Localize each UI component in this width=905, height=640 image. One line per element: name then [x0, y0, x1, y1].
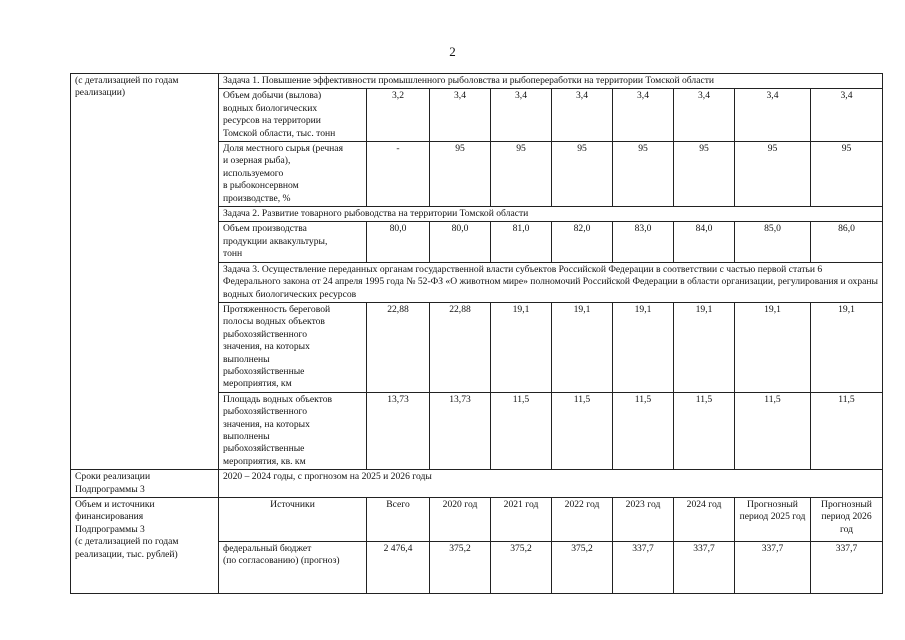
indicator-value: 11,5	[552, 392, 613, 469]
indicator-value: 19,1	[735, 302, 811, 392]
indicator-value: 95	[735, 142, 811, 207]
finance-header: 2021 год	[491, 498, 552, 542]
indicator-value: 11,5	[811, 392, 883, 469]
finance-header-row	[71, 498, 883, 542]
indicator-value: 82,0	[552, 222, 613, 262]
finance-label-line: реализации, тыс. рублей)	[75, 548, 178, 560]
indicator-value: 3,4	[552, 89, 613, 142]
indicator-value: 13,73	[430, 392, 491, 469]
indicator-value: 95	[552, 142, 613, 207]
indicator-name-line: водных биологических	[223, 102, 318, 114]
finance-header: Прогнозный период 2026 год	[811, 498, 883, 542]
indicator-name-line: Объем добычи (вылова)	[223, 90, 322, 102]
finance-label-line: (с детализацией по годам	[75, 536, 179, 548]
finance-header: Прогнозный период 2025 год	[735, 498, 811, 542]
finance-header: 2023 год	[613, 498, 674, 542]
finance-source-line: федеральный бюджет	[223, 543, 312, 554]
indicator-name-line: рыбохозяйственного	[223, 328, 307, 340]
indicator-value: 95	[674, 142, 735, 207]
indicator-name-line: Доля местного сырья (речная	[223, 143, 343, 155]
indicator-value: 11,5	[613, 392, 674, 469]
finance-source-line: (по согласованию) (прогноз)	[223, 555, 340, 567]
task-title: Задача 3. Осуществление переданных органам государственной власти субъектов Российской Федерации в соответствии с частью первой статьи 6 Федерального закона от 24 апреля 1995 года № 52-ФЗ «О животном мире» полномочий Российской Федерации в области организации, регулирования и охраны водных биологических ресурсов	[219, 262, 883, 302]
finance-header: Источники	[219, 498, 367, 542]
indicator-name-line: рыбохозяйственного	[223, 406, 307, 418]
indicator-value: 13,73	[367, 392, 430, 469]
finance-label-line: Объем и источники	[75, 499, 155, 510]
finance-source	[219, 542, 367, 594]
indicator-name-line: выполнены	[223, 430, 270, 442]
indicator-name-line: выполнены	[223, 353, 270, 365]
indicator-name-line: мероприятия, кв. км	[223, 455, 306, 467]
indicator-value: 19,1	[674, 302, 735, 392]
indicator-value: 85,0	[735, 222, 811, 262]
indicator-value: 80,0	[367, 222, 430, 262]
finance-value: 375,2	[430, 542, 491, 594]
task-title: Задача 1. Повышение эффективности промышленного рыболовства и рыбопереработки на территории Томской области	[219, 74, 883, 89]
indicator-value: 11,5	[491, 392, 552, 469]
indicator-value: 19,1	[811, 302, 883, 392]
indicator-value: 22,88	[367, 302, 430, 392]
indicator-name	[219, 392, 367, 469]
indicator-name-line: тонн	[223, 248, 243, 260]
indicator-name-line: производстве, %	[223, 192, 291, 204]
indicator-name	[219, 142, 367, 207]
indicator-name-line: используемого	[223, 167, 284, 179]
indicator-name-line: Объем производства	[223, 223, 307, 235]
indicator-name-line: значения, на которых	[223, 418, 310, 430]
indicator-value: 22,88	[430, 302, 491, 392]
indicator-value: 3,4	[674, 89, 735, 142]
indicator-name-line: Томской области, тыс. тонн	[223, 127, 336, 139]
finance-value: 375,2	[491, 542, 552, 594]
indicator-value: 95	[613, 142, 674, 207]
indicator-name	[219, 302, 367, 392]
indicator-value: 80,0	[430, 222, 491, 262]
finance-value: 375,2	[552, 542, 613, 594]
indicator-name-line: рыбохозяйственные	[223, 443, 305, 455]
finance-value: 337,7	[735, 542, 811, 594]
terms-value: 2020 – 2024 годы, с прогнозом на 2025 и 2026 годы	[219, 470, 883, 498]
finance-header: 2022 год	[552, 498, 613, 542]
indicator-value: 11,5	[735, 392, 811, 469]
indicator-value: 3,4	[735, 89, 811, 142]
finance-value: 337,7	[811, 542, 883, 594]
subprogram-table	[70, 73, 883, 594]
indicator-value: 95	[811, 142, 883, 207]
indicator-value: 19,1	[613, 302, 674, 392]
page-number: 2	[449, 44, 456, 59]
indicator-value: 83,0	[613, 222, 674, 262]
indicator-value: 95	[491, 142, 552, 207]
finance-header: 2024 год	[674, 498, 735, 542]
task-row	[71, 74, 883, 89]
finance-label-line: финансирования	[75, 511, 144, 523]
indicator-name	[219, 89, 367, 142]
indicator-value: 3,4	[613, 89, 674, 142]
finance-value: 337,7	[674, 542, 735, 594]
finance-label-line: Подпрограммы 3	[75, 523, 145, 535]
indicator-name-line: Протяженность береговой	[223, 303, 331, 315]
indicator-value: -	[367, 142, 430, 207]
indicator-value: 3,4	[491, 89, 552, 142]
finance-header: Всего	[367, 498, 430, 542]
finance-value: 2 476,4	[367, 542, 430, 594]
finance-value: 337,7	[613, 542, 674, 594]
indicator-name-line: Площадь водных объектов	[223, 393, 333, 405]
left-label-top: (с детализацией по годам реализации)	[71, 74, 219, 470]
indicator-value: 3,2	[367, 89, 430, 142]
indicator-value: 3,4	[811, 89, 883, 142]
terms-label: Сроки реализации Подпрограммы 3	[71, 470, 219, 498]
indicator-name-line: мероприятия, км	[223, 378, 292, 390]
indicator-name	[219, 222, 367, 262]
indicator-name-line: и озерная рыба),	[223, 155, 291, 167]
indicator-name-line: рыбохозяйственные	[223, 365, 305, 377]
task-title: Задача 2. Развитие товарного рыбоводства на территории Томской области	[219, 207, 883, 222]
indicator-value: 86,0	[811, 222, 883, 262]
indicator-value: 19,1	[552, 302, 613, 392]
indicator-value: 19,1	[491, 302, 552, 392]
indicator-name-line: в рыбоконсервном	[223, 180, 299, 192]
indicator-value: 81,0	[491, 222, 552, 262]
indicator-name-line: значения, на которых	[223, 341, 310, 353]
indicator-name-line: ресурсов на территории	[223, 115, 321, 127]
terms-row	[71, 470, 883, 498]
indicator-value: 95	[430, 142, 491, 207]
indicator-value: 11,5	[674, 392, 735, 469]
indicator-name-line: полосы водных объектов	[223, 316, 325, 328]
indicator-value: 84,0	[674, 222, 735, 262]
indicator-name-line: продукции аквакультуры,	[223, 235, 328, 247]
finance-header: 2020 год	[430, 498, 491, 542]
finance-label	[71, 498, 219, 594]
indicator-value: 3,4	[430, 89, 491, 142]
